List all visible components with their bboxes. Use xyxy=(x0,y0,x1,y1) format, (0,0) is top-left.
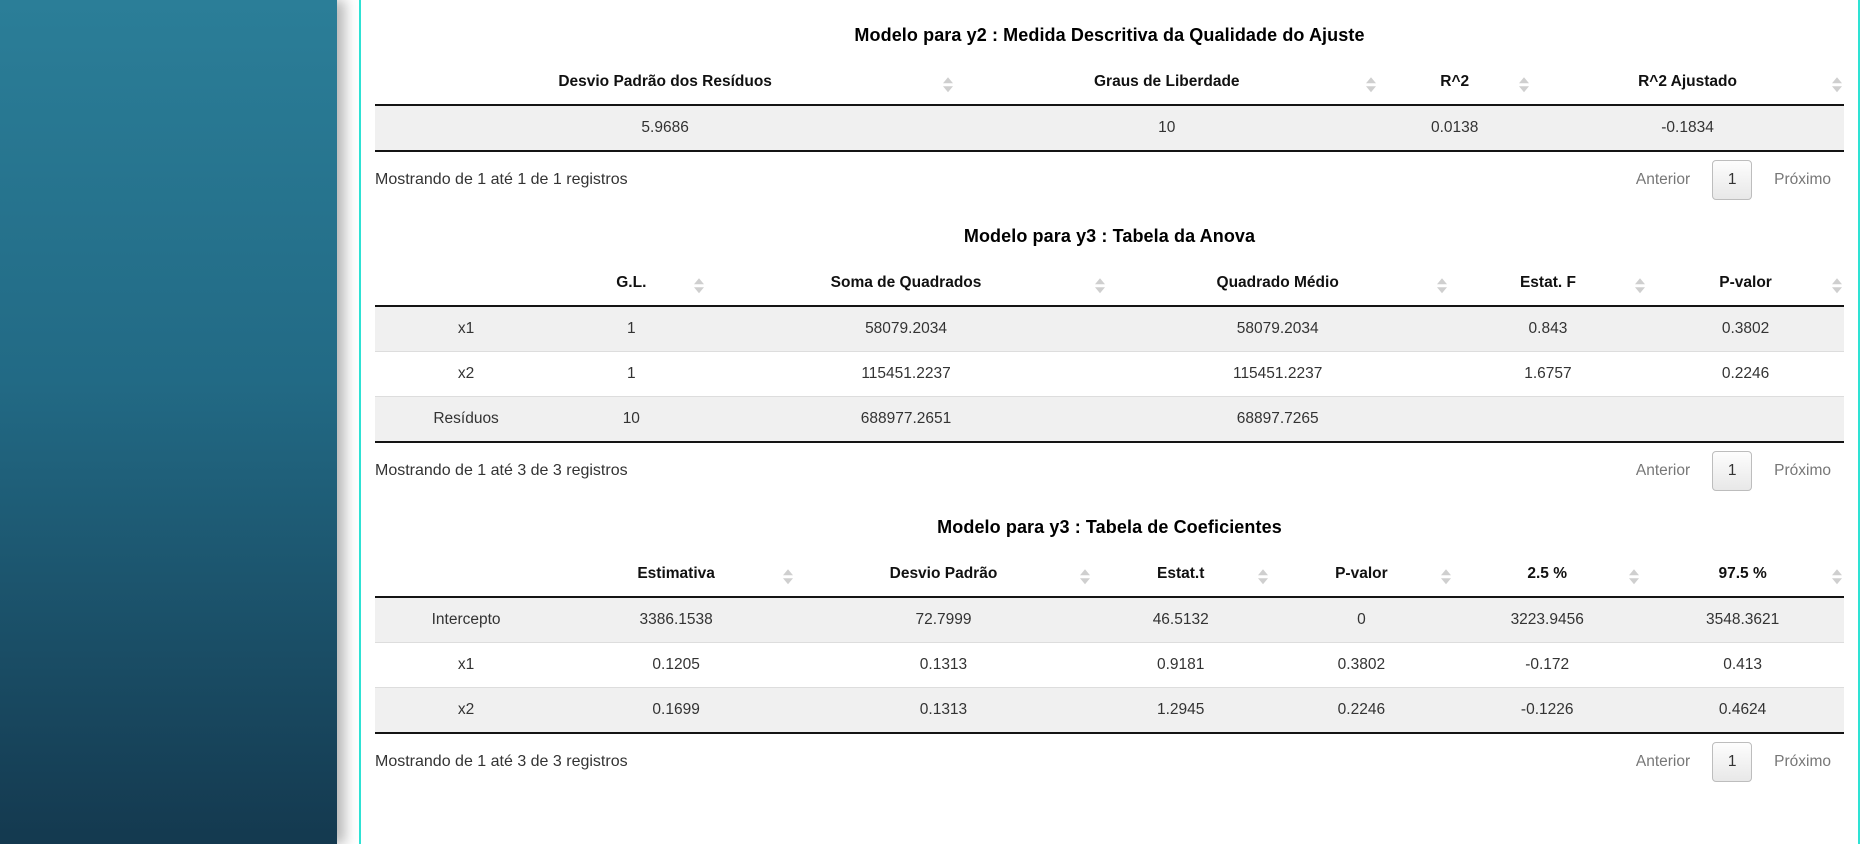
column-header-label: Estat. F xyxy=(1519,274,1576,291)
table-cell: 0.413 xyxy=(1641,643,1844,688)
table-cell: 115451.2237 xyxy=(1107,352,1449,397)
table-row xyxy=(375,306,1844,352)
row-label-cell: x1 xyxy=(457,320,475,337)
sort-icon xyxy=(1080,569,1090,584)
table-footer xyxy=(375,159,1844,201)
table-title: Modelo para y3 : Tabela da Anova xyxy=(963,226,1256,246)
column-header[interactable] xyxy=(1107,268,1449,306)
table-row xyxy=(375,597,1844,643)
table-cell: 0.843 xyxy=(1528,320,1568,337)
datatable-info: Mostrando de 1 até 3 de 3 registros xyxy=(375,753,628,770)
column-header[interactable] xyxy=(375,67,955,105)
pagination-page-1[interactable]: 1 xyxy=(1712,160,1752,200)
column-header[interactable] xyxy=(1531,67,1844,105)
pagination-previous[interactable]: Anterior xyxy=(1635,753,1691,770)
table-cell: -0.1226 xyxy=(1453,688,1641,734)
table-cell: 0 xyxy=(1357,611,1366,628)
data-table-coeficientes xyxy=(375,559,1844,734)
row-label-cell: x2 xyxy=(375,688,557,734)
table-cell xyxy=(1449,397,1647,443)
sort-icon xyxy=(1519,77,1529,92)
table-cell: 0.3802 xyxy=(1721,320,1770,337)
pagination xyxy=(1623,160,1844,200)
pagination-next[interactable]: Próximo xyxy=(1774,462,1831,479)
table-cell: 1.6757 xyxy=(1449,352,1647,397)
header-row xyxy=(375,268,1844,306)
table-footer xyxy=(375,741,1844,783)
table-title: Modelo para y3 : Tabela de Coeficientes xyxy=(937,517,1282,537)
table-cell: 72.7999 xyxy=(915,611,972,628)
sort-icon xyxy=(943,77,953,92)
column-header[interactable] xyxy=(1453,559,1641,597)
sort-icon xyxy=(1366,77,1376,92)
column-header-label: Estimativa xyxy=(637,565,715,582)
table-row xyxy=(375,643,1844,688)
table-section-qualidade-ajuste xyxy=(375,25,1844,201)
column-header-label: R^2 Ajustado xyxy=(1638,73,1737,90)
column-header[interactable] xyxy=(1641,559,1844,597)
table-row xyxy=(375,688,1844,734)
table-cell: 58079.2034 xyxy=(1236,320,1319,337)
sort-icon xyxy=(1629,569,1639,584)
table-cell: 0.1313 xyxy=(795,643,1092,688)
table-cell: 1.2945 xyxy=(1092,688,1270,734)
datatable-info: Mostrando de 1 até 3 de 3 registros xyxy=(375,462,628,479)
table-cell: -0.1834 xyxy=(1531,105,1844,151)
column-header-label: Estat.t xyxy=(1157,565,1205,582)
table-cell: 0.1313 xyxy=(795,688,1092,734)
table-cell: 1 xyxy=(557,352,705,397)
column-header[interactable] xyxy=(795,559,1092,597)
row-label-cell: Intercepto xyxy=(431,611,501,628)
column-header-label: Desvio Padrão dos Resíduos xyxy=(558,73,772,90)
row-label-cell: x1 xyxy=(375,643,557,688)
column-header-label: P-valor xyxy=(1719,274,1772,291)
column-header-label: P-valor xyxy=(1335,565,1388,582)
sort-icon xyxy=(1832,569,1842,584)
table-cell xyxy=(1647,397,1844,443)
table-cell: 1 xyxy=(627,320,636,337)
table-cell: 0.2246 xyxy=(1647,352,1844,397)
sidebar xyxy=(0,0,337,844)
table-cell: -0.172 xyxy=(1453,643,1641,688)
column-header-label: 97.5 % xyxy=(1718,565,1767,582)
header-row xyxy=(375,67,1844,105)
table-section-coeficientes xyxy=(375,517,1844,783)
table-cell: 3548.3621 xyxy=(1705,611,1780,628)
column-header[interactable] xyxy=(557,268,705,306)
column-header-empty xyxy=(375,268,557,306)
table-section-anova xyxy=(375,226,1844,492)
pagination-page-1[interactable]: 1 xyxy=(1712,742,1752,782)
table-cell: 3386.1538 xyxy=(639,611,713,628)
column-header-label: Desvio Padrão xyxy=(889,565,998,582)
pagination-previous[interactable]: Anterior xyxy=(1635,171,1691,188)
pagination-previous[interactable]: Anterior xyxy=(1635,462,1691,479)
column-header[interactable] xyxy=(955,67,1378,105)
row-label-cell: x2 xyxy=(375,352,557,397)
sort-icon xyxy=(1635,278,1645,293)
table-cell: 68897.7265 xyxy=(1107,397,1449,443)
table-cell: 58079.2034 xyxy=(865,320,947,337)
table-cell: 115451.2237 xyxy=(706,352,1107,397)
pagination-next[interactable]: Próximo xyxy=(1774,753,1831,770)
data-table-anova xyxy=(375,268,1844,443)
sort-icon xyxy=(1832,77,1842,92)
table-cell: 46.5132 xyxy=(1152,611,1209,628)
table-cell: 0.4624 xyxy=(1641,688,1844,734)
table-cell: 5.9686 xyxy=(375,105,955,151)
column-header[interactable] xyxy=(1449,268,1647,306)
column-header[interactable] xyxy=(706,268,1107,306)
table-cell: 0.3802 xyxy=(1270,643,1454,688)
sort-icon xyxy=(1441,569,1451,584)
column-header-label: 2.5 % xyxy=(1527,565,1568,582)
table-cell: 0.0138 xyxy=(1378,105,1531,151)
datatable-info: Mostrando de 1 até 1 de 1 registros xyxy=(375,171,628,188)
sort-icon xyxy=(1437,278,1447,293)
sort-icon xyxy=(694,278,704,293)
column-header-label: Graus de Liberdade xyxy=(1093,73,1240,90)
content-panel xyxy=(359,0,1860,844)
column-header-label: Soma de Quadrados xyxy=(830,274,982,291)
table-cell: 0.9181 xyxy=(1092,643,1270,688)
header-row xyxy=(375,559,1844,597)
sort-icon xyxy=(1095,278,1105,293)
row-label-cell: Resíduos xyxy=(375,397,557,443)
table-cell: 688977.2651 xyxy=(706,397,1107,443)
table-cell: 0.2246 xyxy=(1270,688,1454,734)
pagination-next[interactable]: Próximo xyxy=(1774,171,1831,188)
pagination xyxy=(1623,742,1844,782)
table-cell: 3223.9456 xyxy=(1510,611,1584,628)
data-table-qualidade xyxy=(375,67,1844,152)
table-cell: 0.1205 xyxy=(557,643,795,688)
column-header[interactable] xyxy=(1270,559,1454,597)
table-title: Modelo para y2 : Medida Descritiva da Qualidade do Ajuste xyxy=(854,25,1365,45)
table-cell: 10 xyxy=(557,397,705,443)
sort-icon xyxy=(1258,569,1268,584)
column-header-label: R^2 xyxy=(1440,73,1470,90)
table-row xyxy=(375,105,1844,151)
column-header[interactable] xyxy=(1647,268,1844,306)
pagination-page-1[interactable]: 1 xyxy=(1712,451,1752,491)
table-row xyxy=(375,352,1844,397)
sort-icon xyxy=(1832,278,1842,293)
column-header[interactable] xyxy=(1378,67,1531,105)
table-cell: 10 xyxy=(955,105,1378,151)
column-header-label: G.L. xyxy=(616,274,647,291)
column-header[interactable] xyxy=(1092,559,1270,597)
table-cell: 0.1699 xyxy=(557,688,795,734)
column-header[interactable] xyxy=(557,559,795,597)
sort-icon xyxy=(783,569,793,584)
table-footer xyxy=(375,450,1844,492)
pagination xyxy=(1623,451,1844,491)
column-header-label: Quadrado Médio xyxy=(1216,274,1339,291)
column-header-empty xyxy=(375,559,557,597)
table-row xyxy=(375,397,1844,443)
